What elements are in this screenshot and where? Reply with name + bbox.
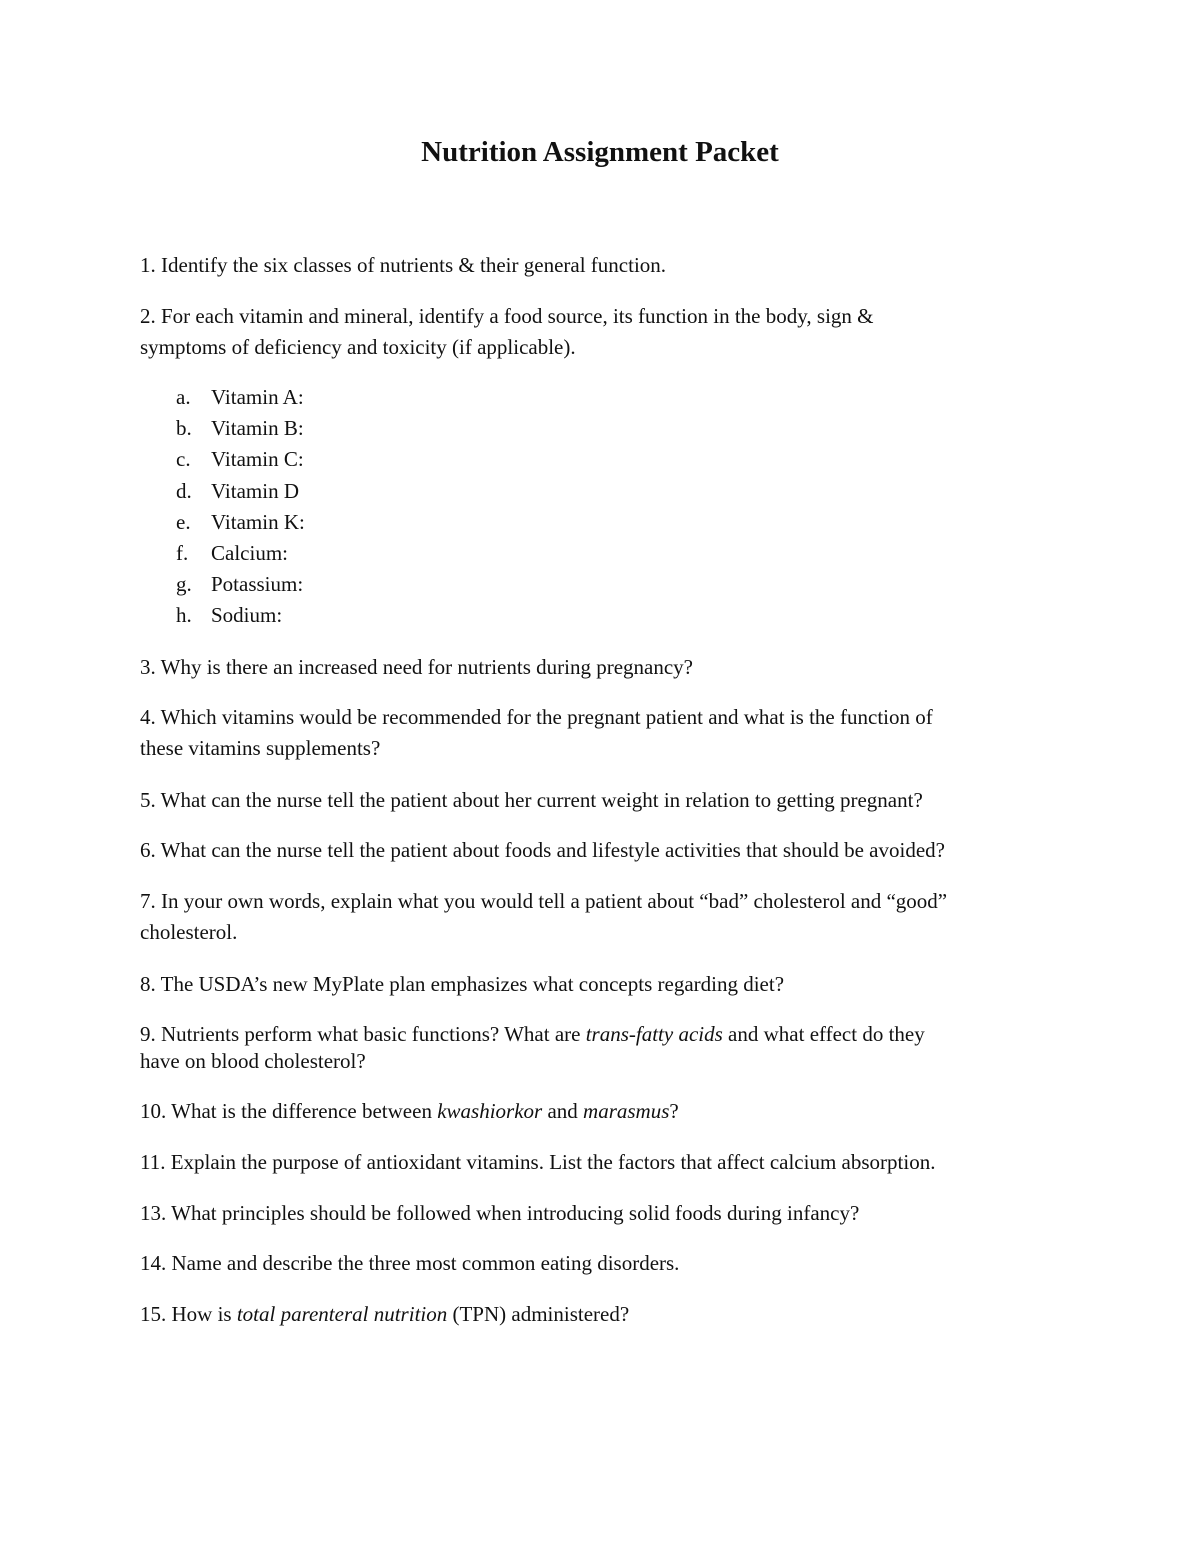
question-10-text: 10. What is the difference between — [140, 1099, 438, 1123]
list-item-text: Vitamin B: — [211, 416, 304, 440]
list-item-letter: d. — [176, 479, 192, 503]
question-9-text: 9. Nutrients perform what basic functions? What are — [140, 1022, 586, 1046]
question-15-text: 15. How is — [140, 1302, 237, 1326]
question-6: 6. What can the nurse tell the patient about foods and lifestyle activities that should be avoided? — [140, 838, 945, 862]
list-item-text: Sodium: — [211, 603, 283, 627]
question-10-joiner: and — [542, 1099, 584, 1123]
list-item-text: Vitamin K: — [211, 510, 305, 534]
question-7-line-2: cholesterol. — [140, 920, 238, 944]
question-15-term: total parenteral nutrition — [236, 1302, 448, 1326]
question-10-end: ? — [669, 1099, 679, 1123]
question-7-line-1: 7. In your own words, explain what you would tell a patient about “bad” cholesterol and “good” — [140, 889, 948, 913]
question-15 — [140, 1299, 1070, 1330]
list-item-text: Vitamin C: — [211, 447, 304, 471]
question-1: 1. Identify the six classes of nutrients & their general function. — [140, 253, 667, 277]
list-item-letter: h. — [176, 603, 192, 627]
question-9-term: trans-fatty acids — [585, 1022, 723, 1046]
question-11: 11. Explain the purpose of antioxidant vitamins. List the factors that affect calcium absorption. — [140, 1150, 936, 1174]
question-8: 8. The USDA’s new MyPlate plan emphasizes what concepts regarding diet? — [140, 972, 785, 996]
question-9-line-2: have on blood cholesterol? — [140, 1049, 366, 1073]
list-item-letter: e. — [176, 510, 191, 534]
list-item — [176, 538, 1106, 569]
list-item-text: Calcium: — [211, 541, 288, 565]
list-item — [176, 382, 1106, 413]
question-2-line-2: symptoms of deficiency and toxicity (if applicable). — [140, 335, 576, 359]
question-15-end: (TPN) administered? — [447, 1302, 630, 1326]
list-item — [176, 444, 1106, 475]
question-10-term-1: kwashiorkor — [437, 1099, 543, 1123]
list-item-letter: f. — [176, 541, 189, 565]
list-item-letter: b. — [176, 416, 192, 440]
list-item — [176, 600, 1106, 631]
list-item-letter: c. — [176, 447, 191, 471]
question-10 — [140, 1096, 1070, 1127]
list-item-letter: a. — [176, 385, 191, 409]
list-item — [176, 507, 1106, 538]
list-item-letter: g. — [176, 572, 192, 596]
question-4-line-2: these vitamins supplements? — [140, 736, 381, 760]
list-item — [176, 569, 1106, 600]
question-14: 14. Name and describe the three most common eating disorders. — [140, 1251, 680, 1275]
question-4-line-1: 4. Which vitamins would be recommended for the pregnant patient and what is the function of — [140, 705, 933, 729]
question-13: 13. What principles should be followed when introducing solid foods during infancy? — [140, 1201, 860, 1225]
question-9-text-end: and what effect do they — [722, 1022, 925, 1046]
question-5: 5. What can the nurse tell the patient about her current weight in relation to getting pregnant? — [140, 788, 923, 812]
page-title: Nutrition Assignment Packet — [421, 136, 779, 168]
list-item-text: Vitamin A: — [211, 385, 304, 409]
question-10-term-2: marasmus — [583, 1099, 670, 1123]
list-item-text: Potassium: — [211, 572, 304, 596]
list-item-text: Vitamin D — [211, 479, 299, 503]
list-item — [176, 476, 1106, 507]
list-item — [176, 413, 1106, 444]
question-2-line-1: 2. For each vitamin and mineral, identify a food source, its function in the body, sign & — [140, 304, 874, 328]
question-3: 3. Why is there an increased need for nutrients during pregnancy? — [140, 655, 693, 679]
